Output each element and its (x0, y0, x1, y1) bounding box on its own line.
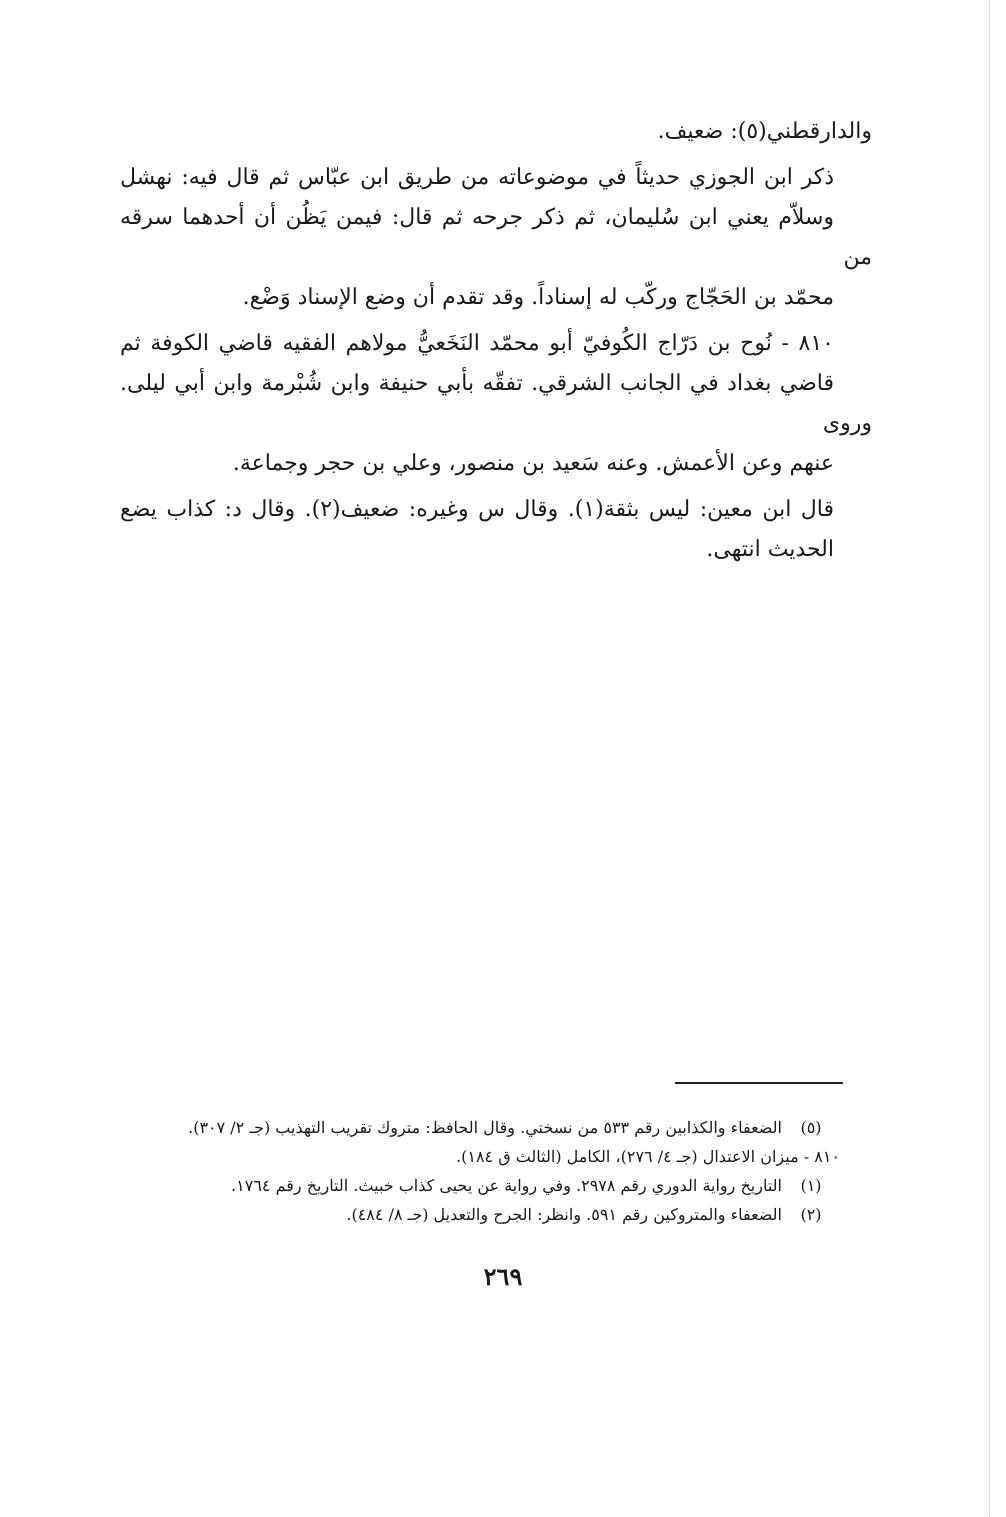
paragraph-daraqutni (120, 112, 872, 152)
text-line: والدارقطني(٥): ضعيف. (657, 119, 872, 144)
footnote-number: (٢) (800, 1205, 822, 1224)
footnote-number: (٥) (800, 1118, 822, 1137)
footnote-text: الضعفاء والمتروكين رقم ٥٩١. وانظر: الجرح والتعديل (جـ ٨/ ٤٨٤). (346, 1205, 782, 1224)
text-line: وسلاّم يعني ابن سُليمان، ثم ذكر جرحه ثم قال: فيمن يَظُن أن أحدهما سرقه من (120, 205, 872, 270)
paragraph-ibn-main (120, 490, 872, 570)
text-line: عنهم وعن الأعمش. وعنه سَعيد بن منصور، وعلي بن حجر وجماعة. (232, 451, 834, 476)
text-line: محمّد بن الحَجّاج وركّب له إسناداً. وقد تقدم أن وضع الإسناد وَضْع. (242, 285, 834, 310)
text-line: قاضي بغداد في الجانب الشرقي. تفقّه بأبي حنيفة وابن شُبْرمة وابن أبي ليلى. وروى (120, 371, 872, 436)
footnote-item (128, 1142, 840, 1171)
footnote-text: التاريخ رواية الدوري رقم ٢٩٧٨. وفي رواية عن يحيى كذاب خبيث. التاريخ رقم ١٧٦٤. (231, 1176, 782, 1195)
main-text-body (120, 112, 872, 576)
footnote-separator (675, 1082, 843, 1084)
footnote-text: الضعفاء والكذابين رقم ٥٣٣ من نسختي. وقال الحافظ: متروك تقريب التهذيب (جـ ٢/ ٣٠٧). (188, 1118, 782, 1137)
footnotes (128, 1113, 840, 1229)
footnote-item (128, 1113, 840, 1142)
text-line: ٨١٠ - نُوح بن دَرّاج الكُوفيّ أبو محمّد النَخَعيُّ مولاهم الفقيه قاضي الكوفة ثم (120, 331, 834, 356)
footnote-item (128, 1200, 840, 1229)
page-number: ٢٦٩ (483, 1262, 523, 1291)
footnote-item (128, 1171, 840, 1200)
paragraph-ibn-jawzi (120, 158, 872, 318)
paragraph-entry-810 (120, 324, 872, 484)
text-line: قال ابن معين: ليس بثقة(١). وقال س وغيره: ضعيف(٢). وقال د: كذاب يضع (120, 497, 835, 522)
text-line: ذكر ابن الجوزي حديثاً في موضوعاته من طريق ابن عبّاس ثم قال فيه: نهشل (120, 165, 834, 190)
footnote-number: (١) (800, 1176, 822, 1195)
footnote-text: ٨١٠ - ميزان الاعتدال (جـ ٤/ ٢٧٦)، الكامل (الثالث ق ١٨٤). (456, 1147, 840, 1166)
text-line: الحديث انتهى. (706, 537, 834, 562)
